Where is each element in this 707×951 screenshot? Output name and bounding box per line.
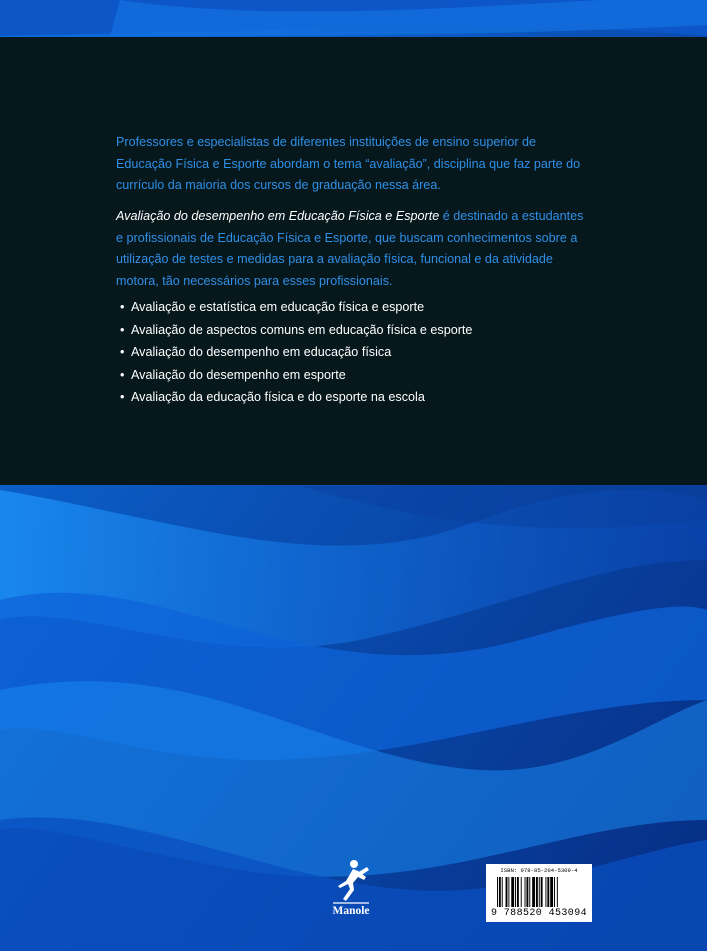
barcode-bar [506,877,508,907]
topic-item: • Avaliação e estatística em educação física e esporte [131,296,472,319]
barcode-bar [532,877,535,907]
barcode-bar [547,877,549,907]
description-paragraph [116,206,591,292]
barcode-box [486,864,592,922]
barcode-bar [536,877,538,907]
barcode-bar [529,877,530,907]
barcode-bar [521,877,522,907]
barcode-bar [545,877,546,907]
topic-item: • Avaliação da educação física e do esporte na escola [131,386,472,409]
barcode-bar [511,877,514,907]
isbn-label: ISBN: 978-85-204-5309-4 [500,867,578,874]
text-panel [0,37,707,485]
runner-logo-icon [329,859,373,905]
publisher-logo [323,859,379,921]
topic-list [131,296,472,409]
publisher-name: Manole [332,905,370,917]
topic-item: • Avaliação de aspectos comuns em educação física e esporte [131,319,472,342]
barcode-bar [515,877,516,907]
description-text: é destinado a estudantes e profissionais de Educação Física e Esporte, que buscam conhecimentos sobre a utilização de testes e medidas para a avaliação física, funcional e da atividade motora, tão necessários para esses profissionais. [116,209,584,288]
barcode-bar [525,877,526,907]
barcode-bar [497,877,498,907]
barcode-bar [526,877,528,907]
book-title: Avaliação do desempenho em Educação Física e Esporte [116,209,440,223]
barcode-bar [502,877,503,907]
barcode-bar [508,877,509,907]
topic-item: • Avaliação do desempenho em esporte [131,364,472,387]
barcode-bars [497,877,585,907]
barcode-bar [554,877,555,907]
intro-paragraph: Professores e especialistas de diferentes instituições de ensino superior de Educação Física e Esporte abordam o tema “avaliação”, disciplina que faz parte do currículo da maioria dos cursos de graduação nessa área. [116,135,581,192]
barcode-bar [550,877,553,907]
barcode-bar [557,877,558,907]
barcode-bar [539,877,540,907]
barcode-bar [541,877,543,907]
barcode-bar [499,877,501,907]
barcode-bar [517,877,519,907]
barcode-digits: 9 788520 453094 [490,908,587,919]
topic-item: • Avaliação do desempenho em educação física [131,341,472,364]
